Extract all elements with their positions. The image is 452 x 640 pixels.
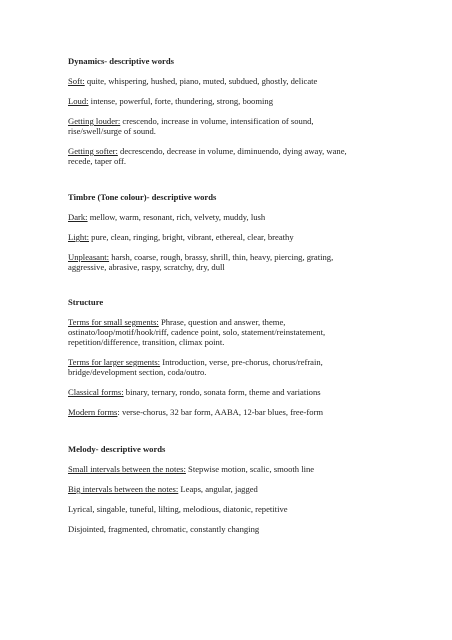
desc-getting-softer-1: decrescendo, decrease in volume, diminuendo, dying away, wane, [117,146,347,156]
desc-larger-segments-2: bridge/development section, coda/outro. [68,367,207,377]
term-big-intervals: Big intervals between the notes: [68,484,179,494]
term-unpleasant: Unpleasant: [68,252,110,262]
heading-structure: Structure [68,297,104,307]
heading-melody: Melody- descriptive words [68,444,166,454]
desc-light: pure, clean, ringing, bright, vibrant, ethereal, clear, breathy [89,232,294,242]
section-melody [68,444,378,534]
entry-modern-forms [68,407,378,417]
term-soft: Soft: [68,76,85,86]
desc-lyrical: Lyrical, singable, tuneful, lilting, melodious, diatonic, repetitive [68,504,288,514]
section-dynamics [68,56,378,166]
entry-small-intervals [68,464,378,474]
desc-disjointed: Disjointed, fragmented, chromatic, constantly changing [68,524,260,534]
term-larger-segments: Terms for larger segments: [68,357,161,367]
entry-light [68,232,378,242]
term-light: Light: [68,232,90,242]
heading-dynamics: Dynamics- descriptive words [68,56,174,66]
entry-larger-segments [68,357,378,377]
desc-soft: quite, whispering, hushed, piano, muted, subdued, ghostly, delicate [84,76,318,86]
entry-loud [68,96,378,106]
desc-loud: intense, powerful, forte, thundering, strong, booming [88,96,274,106]
term-small-segments: Terms for small segments: [68,317,159,327]
entry-soft [68,76,378,86]
entry-big-intervals [68,484,378,494]
desc-modern-forms: : verse-chorus, 32 bar form, AABA, 12-bar blues, free-form [117,407,324,417]
section-timbre [68,192,378,272]
desc-classical-forms: binary, ternary, rondo, sonata form, theme and variations [123,387,321,397]
desc-small-segments-3: repetition/difference, transition, climax point. [68,337,225,347]
term-getting-softer: Getting softer: [68,146,118,156]
desc-big-intervals: Leaps, angular, jagged [178,484,258,494]
desc-getting-louder-2: rise/swell/surge of sound. [68,126,156,136]
entry-unpleasant [68,252,378,272]
term-classical-forms: Classical forms: [68,387,124,397]
entry-getting-softer [68,146,378,166]
desc-getting-louder-1: crescendo, increase in volume, intensification of sound, [120,116,314,126]
term-loud: Loud: [68,96,89,106]
entry-dark [68,212,378,222]
desc-unpleasant-1: harsh, coarse, rough, brassy, shrill, thin, heavy, piercing, grating, [109,252,334,262]
desc-small-intervals: Stepwise motion, scalic, smooth line [185,464,315,474]
desc-small-segments-1: Phrase, question and answer, theme, [158,317,286,327]
desc-larger-segments-1: Introduction, verse, pre-chorus, chorus/refrain, [160,357,323,367]
term-getting-louder: Getting louder: [68,116,121,126]
entry-getting-louder [68,116,378,136]
entry-classical-forms [68,387,378,397]
term-dark: Dark: [68,212,88,222]
term-modern-forms: Modern forms [68,407,118,417]
desc-small-segments-2: ostinato/loop/motif/hook/riff, cadence point, solo, statement/reinstatement, [68,327,326,337]
heading-timbre: Timbre (Tone colour)- descriptive words [68,192,217,202]
entry-lyrical [68,504,378,514]
desc-dark: mellow, warm, resonant, rich, velvety, muddy, lush [87,212,266,222]
desc-getting-softer-2: recede, taper off. [68,156,127,166]
desc-unpleasant-2: aggressive, abrasive, raspy, scratchy, dry, dull [68,262,225,272]
entry-small-segments [68,317,378,347]
entry-disjointed [68,524,378,534]
term-small-intervals: Small intervals between the notes: [68,464,186,474]
section-structure [68,297,378,417]
